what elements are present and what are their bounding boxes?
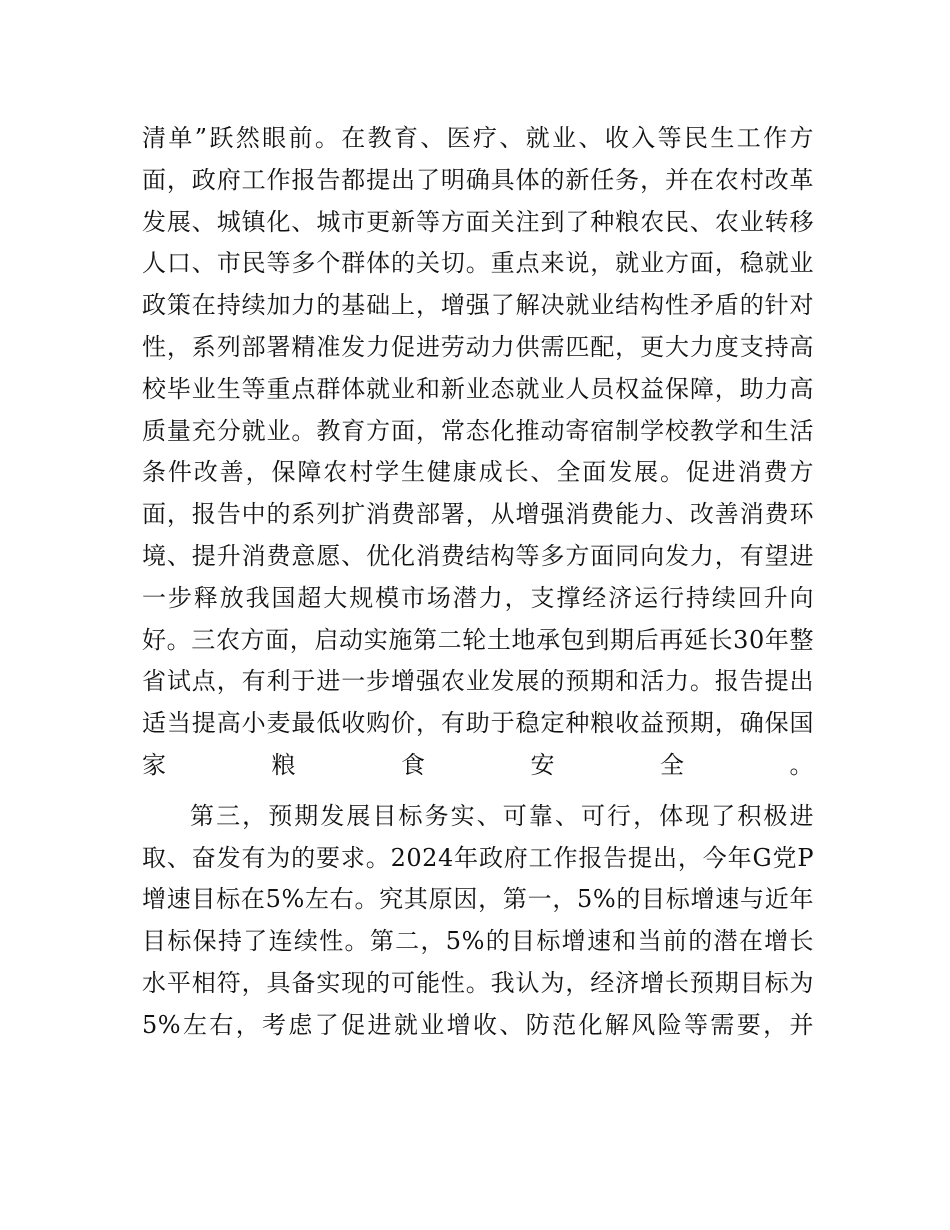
body-paragraph-2: 第三，预期发展目标务实、可靠、可行，体现了积极进取、奋发有为的要求。2024年政府工作报告提出，今年G党P增速目标在5%左右。究其原因，第一，5%的目标增速与近年目标保持了连续性。第二，5%的目标增速和当前的潜在增长水平相符，具备实现的可能性。我认为，经济增长预期目标为5%左右，考虑了促进就业增收、防范化解风险等需要，并 (142, 801, 814, 1039)
document-page (142, 118, 814, 1047)
body-paragraph-1: 清单”跃然眼前。在教育、医疗、就业、收入等民生工作方面，政府工作报告都提出了明确具体的新任务，并在农村改革发展、城镇化、城市更新等方面关注到了种粮农民、农业转移人口、市民等多个群体的关切。重点来说，就业方面，稳就业政策在持续加力的基础上，增强了解决就业结构性矛盾的针对性，系列部署精准发力促进劳动力供需匹配，更大力度支持高校毕业生等重点群体就业和新业态就业人员权益保障，助力高质量充分就业。教育方面，常态化推动寄宿制学校教学和生活条件改善，保障农村学生健康成长、全面发展。促进消费方面，报告中的系列扩消费部署，从增强消费能力、改善消费环境、提升消费意愿、优化消费结构等多方面同向发力，有望进一步释放我国超大规模市场潜力，支撑经济运行持续回升向好。三农方面，启动实施第二轮土地承包到期后再延长30年整省试点，有利于进一步增强农业发展的预期和活力。报告提出适当提高小麦最低收购价，有助于稳定种粮收益预期，确保国家粮食安全。 (142, 124, 814, 779)
